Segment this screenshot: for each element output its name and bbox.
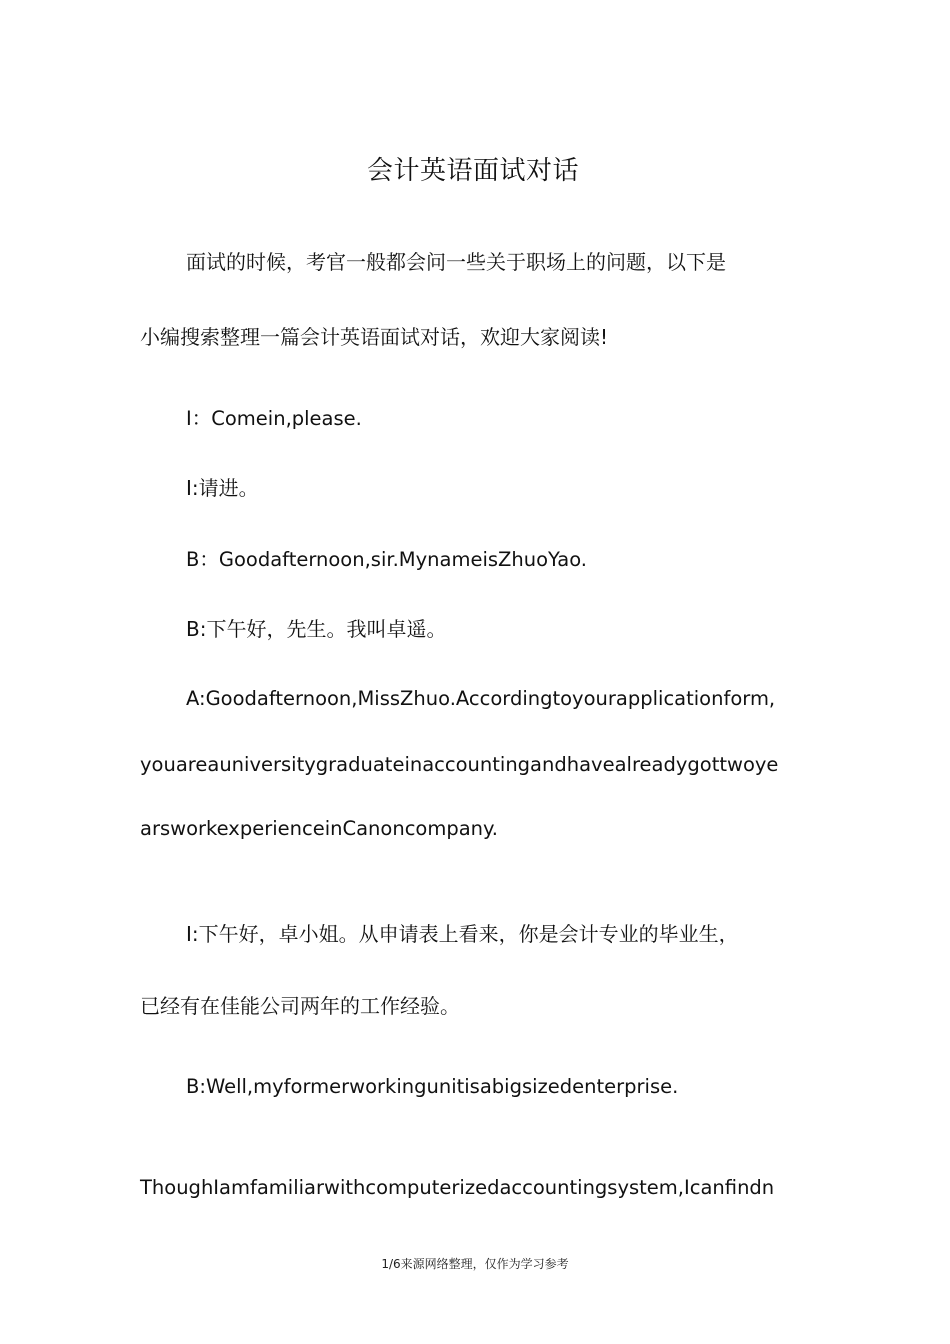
dialogue-line-en: A:Goodafternoon,MissZhuo.Accordingtoyourapplicationform, [186,687,776,710]
document-title: 会计英语面试对话 [366,156,579,186]
dialogue-line-zh-continued: 已经有在佳能公司两年的工作经验。 [140,994,460,1018]
dialogue-line-zh: I:下午好，卓小姐。从申请表上看来，你是会计专业的毕业生， [186,922,739,946]
page-footer: 1/6来源网络整理，仅作为学习参考 [381,1257,569,1271]
dialogue-line-en-continued: arsworkexperienceinCanoncompany. [140,817,498,840]
dialogue-line-en: I：Comein,please. [186,407,362,430]
paragraph-intro-line-1: 面试的时候，考官一般都会问一些关于职场上的问题，以下是 [186,250,726,274]
dialogue-line-en: B：Goodafternoon,sir.MynameisZhuoYao. [186,548,588,571]
dialogue-line-en-continued: youareauniversitygraduateinaccountingandhavealreadygottwoye [140,753,779,776]
dialogue-line-zh: B:下午好，先生。我叫卓遥。 [186,617,447,641]
dialogue-line-en: B:Well,myformerworkingunitisabigsizedenterprise. [186,1075,679,1098]
dialogue-line-zh: I:请进。 [186,476,259,500]
dialogue-line-en: ThoughIamfamiliarwithcomputerizedaccountingsystem,Icanfindn [140,1176,775,1199]
paragraph-intro-line-2: 小编搜索整理一篇会计英语面试对话，欢迎大家阅读! [140,325,609,349]
